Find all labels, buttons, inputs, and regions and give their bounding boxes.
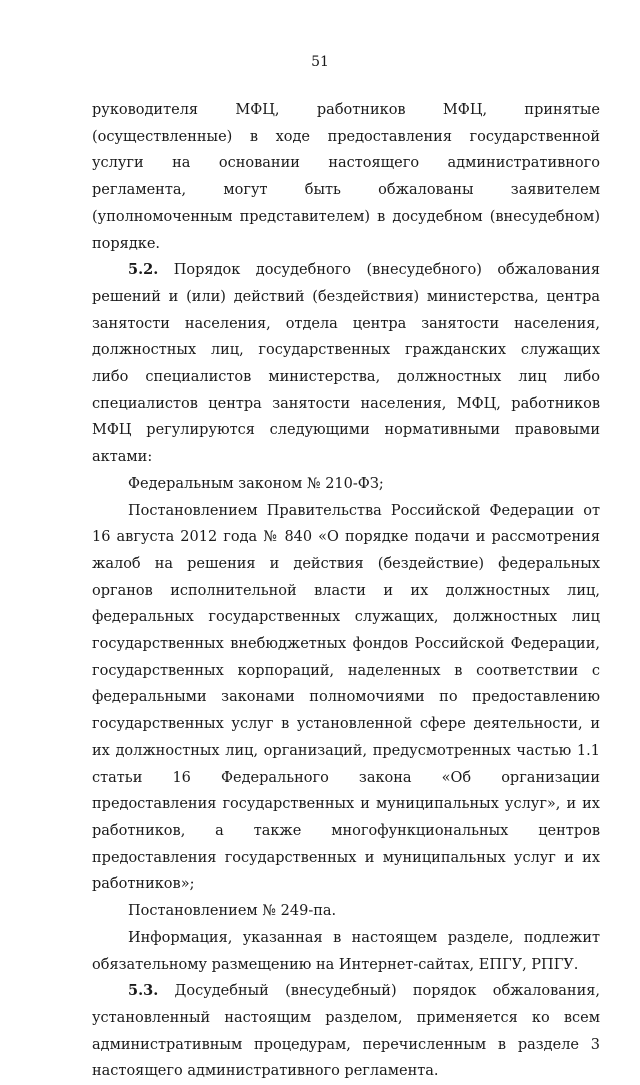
paragraph-continuation: руководителя МФЦ, работников МФЦ, принятые (осуществленные) в ходе предоставления государственной услуги на основании настоящего административного регламента, могут быть обжалованы заявителем (уполномоченным представителем) в досудебном (внесудебном) порядке. [92,102,600,252]
info-paragraph: Информация, указанная в настоящем разделе, подлежит обязательному размещению на Интернет-сайтах, ЕПГУ, РПГУ. [92,929,600,973]
page-number: 51 [311,54,329,70]
document-body [92,97,600,1085]
section-text: Порядок досудебного (внесудебного) обжалования решений и (или) действий (бездействия) министерства, центра занятости населения, отдела центра занятости населения, должностных лиц, государственных гражданских служащих либо специалистов министерства, должностных лиц либо специалистов центра занятости населения, МФЦ, работников МФЦ регулируются следующими нормативными правовыми актами: [92,262,600,466]
section-text: Досудебный (внесудебный) порядок обжалования, установленный настоящим разделом, применяется ко всем административным процедурам, перечисленным в разделе 3 настоящего административного регламента. [92,983,600,1080]
section-number: 5.3. [128,982,159,1000]
section-5-3 [92,978,600,1085]
law-reference-840: Постановлением Правительства Российской Федерации от 16 августа 2012 года № 840 «О порядке подачи и рассмотрения жалоб на решения и действия (бездействие) федеральных органов исполнительной власти и их должностных лиц, федеральных государственных служащих, должностных лиц государственных внебюджетных фондов Российской Федерации, государственных корпораций, наделенных в соответствии с федеральными законами полномочиями по предоставлению государственных услуг в установленной сфере деятельности, и их должностных лиц, организаций, предусмотренных частью 1.1 статьи 16 Федерального закона «Об организации предоставления государственных и муниципальных услуг», и их работников, а также многофункциональных центров предоставления государственных и муниципальных услуг и их работников»; [92,502,600,893]
section-number: 5.2. [128,261,159,279]
law-reference-210: Федеральным законом № 210-ФЗ; [128,475,384,492]
section-5-2 [92,257,600,471]
law-reference-249: Постановлением № 249-па. [128,903,337,920]
